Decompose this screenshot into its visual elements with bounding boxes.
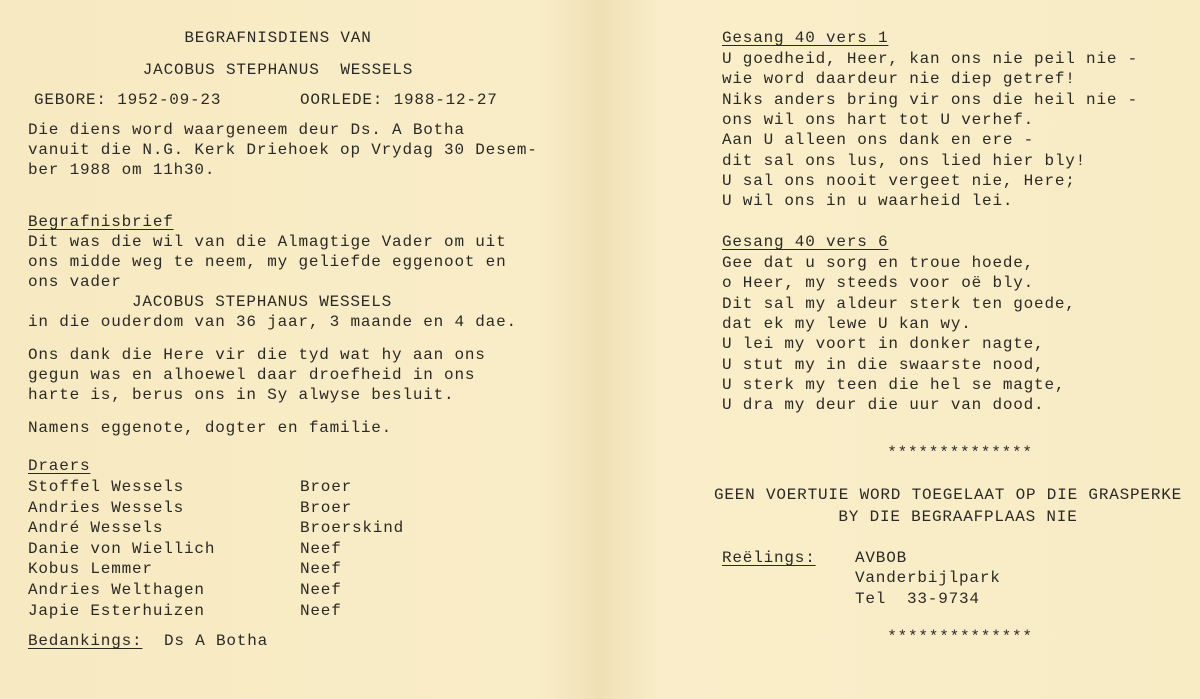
hymn-line: Aan U alleen ons dank en ere -: [722, 131, 1035, 150]
hymn-line: Gee dat u sorg en troue hoede,: [722, 254, 1035, 272]
hymn-line: Dit sal my aldeur sterk ten goede,: [722, 294, 1076, 313]
letter-name: JACOBUS STEPHANUS WESSELS: [131, 293, 393, 311]
title: BEGRAFNISDIENS VAN: [184, 29, 372, 47]
bearer-name: Japie Esterhuizen: [28, 601, 205, 620]
separator: **************: [887, 628, 1033, 646]
hymn-line: o Heer, my steeds voor oë bly.: [722, 274, 1035, 293]
bearer-name: Danie von Wiellich: [28, 539, 216, 558]
thanks-line: harte is, berus ons in Sy alwyse besluit.: [28, 386, 455, 404]
thanks-line: Ons dank die Here vir die tyd wat hy aan ons: [28, 346, 486, 364]
hymn-line: wie word daardeur nie diep getref!: [722, 70, 1076, 89]
birth-date: GEBORE: 1952-09-23: [34, 91, 222, 109]
bearer-relation: Neef: [300, 539, 342, 558]
bearers-heading: Draers: [28, 457, 91, 475]
acknowledgements-label: Bedankings:: [28, 632, 143, 650]
letter-line: ons vader: [28, 273, 122, 291]
separator: **************: [887, 444, 1033, 462]
hymn-line: U sterk my teen die hel se magte,: [722, 375, 1066, 394]
bearer-name: André Wessels: [28, 519, 164, 538]
hymn-line: U stut my in die swaarste nood,: [722, 355, 1045, 374]
arrangements-line: AVBOB: [855, 549, 908, 567]
service-line: vanuit die N.G. Kerk Driehoek op Vrydag 30 Desem-: [28, 141, 538, 159]
bearer-name: Kobus Lemmer: [28, 560, 153, 579]
hymn-line: ons wil ons hart tot U verhef.: [722, 110, 1035, 129]
letter-heading: Begrafnisbrief: [28, 213, 174, 231]
bearer-name: Andries Welthagen: [28, 581, 205, 599]
hymn-line: dit sal ons lus, ons lied hier bly!: [722, 151, 1087, 170]
notice-line: BY DIE BEGRAAFPLAAS NIE: [838, 508, 1078, 526]
arrangements-line: Tel 33-9734: [855, 590, 980, 608]
letter-age: in die ouderdom van 36 jaar, 3 maande en 4 dae.: [28, 313, 517, 331]
bearer-relation: Neef: [300, 560, 342, 579]
hymn-line: dat ek my lewe U kan wy.: [722, 314, 972, 333]
service-line: Die diens word waargeneem deur Ds. A Botha: [28, 121, 465, 139]
letter-line: ons midde weg te neem, my geliefde eggenoot en: [28, 253, 507, 271]
hymn-line: U goedheid, Heer, kan ons nie peil nie -: [722, 50, 1139, 68]
bearer-relation: Broer: [300, 478, 353, 496]
bearer-relation: Broer: [300, 498, 353, 517]
bearer-relation: Neef: [300, 601, 342, 620]
thanks-line: gegun was en alhoewel daar droefheid in ons: [28, 366, 476, 384]
hymn-line: Niks anders bring vir ons die heil nie -: [722, 90, 1139, 109]
hymn6-heading: Gesang 40 vers 6: [722, 233, 889, 251]
notice-line: GEEN VOERTUIE WORD TOEGELAAT OP DIE GRASPERKE: [713, 486, 1183, 504]
on-behalf: Namens eggenote, dogter en familie.: [28, 419, 393, 437]
bearer-relation: Broerskind: [300, 519, 405, 538]
hymn-line: U wil ons in u waarheid lei.: [722, 192, 1014, 211]
arrangements-label: Reëlings:: [722, 549, 816, 567]
arrangements-line: Vanderbijlpark: [855, 569, 1001, 587]
hymn1-heading: Gesang 40 vers 1: [722, 29, 889, 47]
bearer-relation: Neef: [300, 581, 342, 599]
death-date: OORLEDE: 1988-12-27: [300, 91, 498, 109]
acknowledgements-value: Ds A Botha: [164, 632, 269, 650]
letter-line: Dit was die wil van die Almagtige Vader om uit: [28, 233, 507, 251]
hymn-line: U lei my voort in donker nagte,: [722, 335, 1045, 354]
bearer-name: Stoffel Wessels: [28, 478, 185, 496]
service-line: ber 1988 om 11h30.: [28, 161, 216, 179]
hymn-line: U sal ons nooit vergeet nie, Here;: [722, 171, 1076, 190]
hymn-line: U dra my deur die uur van dood.: [722, 396, 1045, 415]
deceased-name: JACOBUS STEPHANUS WESSELS: [142, 61, 414, 79]
bearer-name: Andries Wessels: [28, 498, 185, 517]
